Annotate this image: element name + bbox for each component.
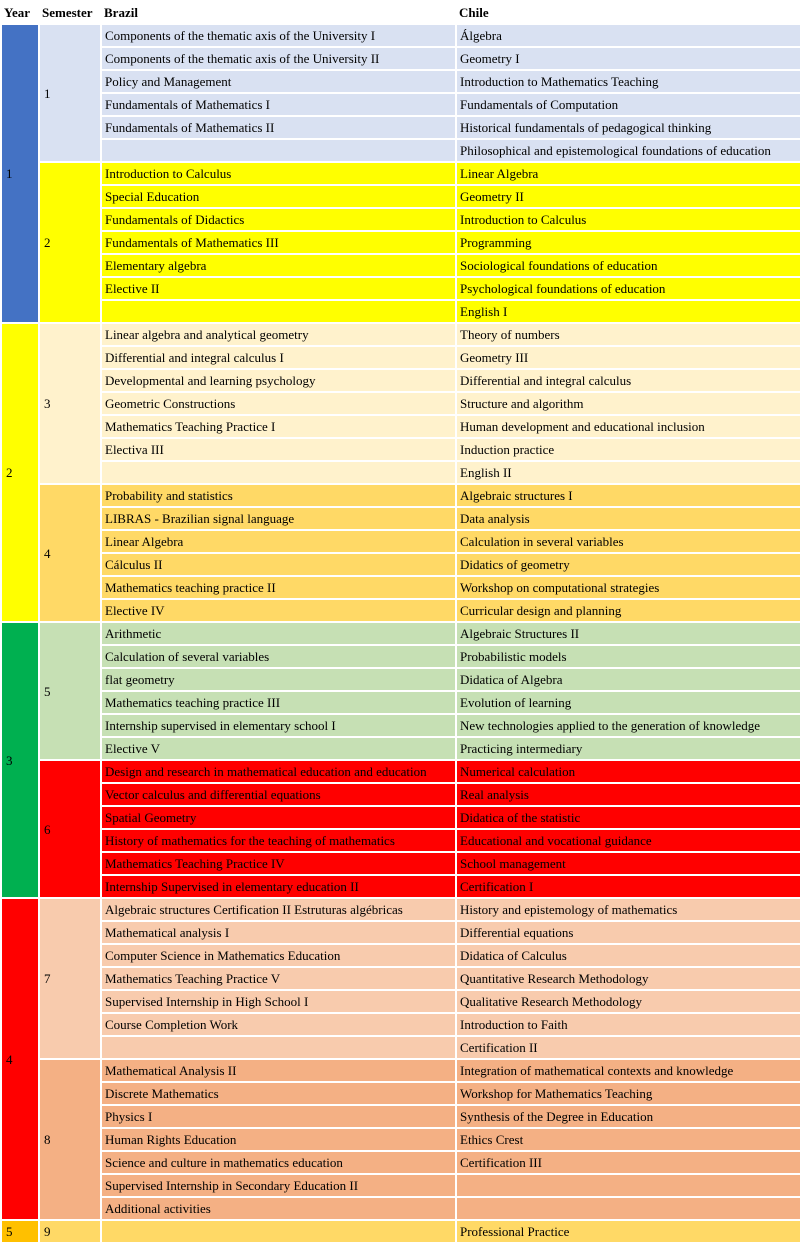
chile-course-cell: Integration of mathematical contexts and knowledge bbox=[456, 1059, 800, 1082]
chile-course-cell: Didatica of Calculus bbox=[456, 944, 800, 967]
table-row bbox=[1, 1059, 800, 1082]
brazil-course-cell: Elective V bbox=[101, 737, 456, 760]
chile-course-cell: English II bbox=[456, 461, 800, 484]
semester-cell: 3 bbox=[39, 323, 101, 484]
brazil-course-cell: Fundamentals of Mathematics I bbox=[101, 93, 456, 116]
chile-course-cell: Sociological foundations of education bbox=[456, 254, 800, 277]
table-row bbox=[1, 599, 800, 622]
brazil-course-cell bbox=[101, 461, 456, 484]
table-row bbox=[1, 990, 800, 1013]
chile-course-cell: Psychological foundations of education bbox=[456, 277, 800, 300]
year-header: Year bbox=[1, 1, 39, 24]
table-row bbox=[1, 116, 800, 139]
chile-course-cell: Introduction to Faith bbox=[456, 1013, 800, 1036]
chile-course-cell: Workshop for Mathematics Teaching bbox=[456, 1082, 800, 1105]
brazil-course-cell: Mathematics teaching practice III bbox=[101, 691, 456, 714]
chile-course-cell: Qualitative Research Methodology bbox=[456, 990, 800, 1013]
table-row bbox=[1, 1220, 800, 1243]
semester-cell: 6 bbox=[39, 760, 101, 898]
table-row bbox=[1, 461, 800, 484]
semester-cell: 4 bbox=[39, 484, 101, 622]
table-row bbox=[1, 93, 800, 116]
table-row bbox=[1, 139, 800, 162]
table-row bbox=[1, 829, 800, 852]
brazil-course-cell: Mathematics Teaching Practice I bbox=[101, 415, 456, 438]
brazil-course-cell: Cálculus II bbox=[101, 553, 456, 576]
brazil-course-cell: Fundamentals of Didactics bbox=[101, 208, 456, 231]
table-row bbox=[1, 1128, 800, 1151]
brazil-course-cell bbox=[101, 1036, 456, 1059]
brazil-course-cell: Science and culture in mathematics education bbox=[101, 1151, 456, 1174]
brazil-course-cell: Elective IV bbox=[101, 599, 456, 622]
brazil-course-cell: Algebraic structures Certification II Estruturas algébricas bbox=[101, 898, 456, 921]
chile-course-cell: Programming bbox=[456, 231, 800, 254]
table-row bbox=[1, 553, 800, 576]
table-row bbox=[1, 1036, 800, 1059]
table-row bbox=[1, 208, 800, 231]
chile-course-cell: Philosophical and epistemological foundations of education bbox=[456, 139, 800, 162]
brazil-course-cell: Fundamentals of Mathematics III bbox=[101, 231, 456, 254]
brazil-course-cell bbox=[101, 300, 456, 323]
brazil-course-cell: LIBRAS - Brazilian signal language bbox=[101, 507, 456, 530]
table-row bbox=[1, 1013, 800, 1036]
brazil-course-cell: Geometric Constructions bbox=[101, 392, 456, 415]
brazil-course-cell: Developmental and learning psychology bbox=[101, 369, 456, 392]
table-row bbox=[1, 622, 800, 645]
chile-course-cell: Linear Algebra bbox=[456, 162, 800, 185]
header-row bbox=[1, 1, 800, 24]
chile-course-cell: Geometry II bbox=[456, 185, 800, 208]
brazil-course-cell: Calculation of several variables bbox=[101, 645, 456, 668]
brazil-course-cell: Fundamentals of Mathematics II bbox=[101, 116, 456, 139]
table-row bbox=[1, 415, 800, 438]
chile-course-cell bbox=[456, 1174, 800, 1197]
year-cell: 4 bbox=[1, 898, 39, 1220]
chile-course-cell: Differential equations bbox=[456, 921, 800, 944]
brazil-course-cell: Internship supervised in elementary school I bbox=[101, 714, 456, 737]
chile-course-cell: Evolution of learning bbox=[456, 691, 800, 714]
brazil-course-cell: Supervised Internship in Secondary Education II bbox=[101, 1174, 456, 1197]
table-row bbox=[1, 346, 800, 369]
table-row bbox=[1, 875, 800, 898]
semester-cell: 2 bbox=[39, 162, 101, 323]
brazil-course-cell: Introduction to Calculus bbox=[101, 162, 456, 185]
semester-cell: 9 bbox=[39, 1220, 101, 1243]
chile-course-cell: Curricular design and planning bbox=[456, 599, 800, 622]
chile-course-cell: Practicing intermediary bbox=[456, 737, 800, 760]
chile-course-cell: Workshop on computational strategies bbox=[456, 576, 800, 599]
table-row bbox=[1, 231, 800, 254]
brazil-course-cell: Course Completion Work bbox=[101, 1013, 456, 1036]
table-row bbox=[1, 944, 800, 967]
chile-course-cell: Álgebra bbox=[456, 24, 800, 47]
table-row bbox=[1, 185, 800, 208]
table-row bbox=[1, 484, 800, 507]
table-row bbox=[1, 1082, 800, 1105]
brazil-course-cell: Policy and Management bbox=[101, 70, 456, 93]
table-row bbox=[1, 254, 800, 277]
semester-cell: 1 bbox=[39, 24, 101, 162]
chile-course-cell: Quantitative Research Methodology bbox=[456, 967, 800, 990]
brazil-course-cell: Differential and integral calculus I bbox=[101, 346, 456, 369]
chile-course-cell: Historical fundamentals of pedagogical thinking bbox=[456, 116, 800, 139]
table-row bbox=[1, 162, 800, 185]
table-row bbox=[1, 507, 800, 530]
table-row bbox=[1, 783, 800, 806]
table-row bbox=[1, 898, 800, 921]
chile-course-cell: Algebraic Structures II bbox=[456, 622, 800, 645]
table-row bbox=[1, 70, 800, 93]
chile-course-cell: Didatica of the statistic bbox=[456, 806, 800, 829]
brazil-course-cell bbox=[101, 139, 456, 162]
brazil-course-cell: Mathematical analysis I bbox=[101, 921, 456, 944]
brazil-course-cell: History of mathematics for the teaching of mathematics bbox=[101, 829, 456, 852]
table-row bbox=[1, 668, 800, 691]
brazil-course-cell: Physics I bbox=[101, 1105, 456, 1128]
brazil-course-cell: Vector calculus and differential equations bbox=[101, 783, 456, 806]
chile-course-cell: Probabilistic models bbox=[456, 645, 800, 668]
chile-course-cell: Numerical calculation bbox=[456, 760, 800, 783]
chile-course-cell: Certification I bbox=[456, 875, 800, 898]
semester-header: Semester bbox=[39, 1, 101, 24]
chile-course-cell: Fundamentals of Computation bbox=[456, 93, 800, 116]
chile-course-cell: Certification II bbox=[456, 1036, 800, 1059]
table-row bbox=[1, 530, 800, 553]
table-row bbox=[1, 300, 800, 323]
brazil-header: Brazil bbox=[101, 1, 456, 24]
table-row bbox=[1, 852, 800, 875]
chile-course-cell: Real analysis bbox=[456, 783, 800, 806]
chile-course-cell: Educational and vocational guidance bbox=[456, 829, 800, 852]
chile-course-cell: Certification III bbox=[456, 1151, 800, 1174]
curriculum-body bbox=[1, 24, 800, 1243]
chile-course-cell: Introduction to Calculus bbox=[456, 208, 800, 231]
table-row bbox=[1, 24, 800, 47]
table-row bbox=[1, 1197, 800, 1220]
brazil-course-cell: Probability and statistics bbox=[101, 484, 456, 507]
table-row bbox=[1, 691, 800, 714]
table-row bbox=[1, 392, 800, 415]
brazil-course-cell: Supervised Internship in High School I bbox=[101, 990, 456, 1013]
brazil-course-cell: Human Rights Education bbox=[101, 1128, 456, 1151]
chile-course-cell: Introduction to Mathematics Teaching bbox=[456, 70, 800, 93]
brazil-course-cell: Additional activities bbox=[101, 1197, 456, 1220]
year-cell: 3 bbox=[1, 622, 39, 898]
brazil-course-cell: Linear Algebra bbox=[101, 530, 456, 553]
table-row bbox=[1, 760, 800, 783]
chile-course-cell: Geometry I bbox=[456, 47, 800, 70]
brazil-course-cell: Special Education bbox=[101, 185, 456, 208]
year-cell: 5 bbox=[1, 1220, 39, 1243]
table-row bbox=[1, 737, 800, 760]
chile-course-cell: Algebraic structures I bbox=[456, 484, 800, 507]
brazil-course-cell: Mathematics Teaching Practice IV bbox=[101, 852, 456, 875]
brazil-course-cell: Components of the thematic axis of the University II bbox=[101, 47, 456, 70]
table-row bbox=[1, 921, 800, 944]
brazil-course-cell: Internship Supervised in elementary education II bbox=[101, 875, 456, 898]
chile-course-cell: Data analysis bbox=[456, 507, 800, 530]
table-row bbox=[1, 1174, 800, 1197]
brazil-course-cell: Elective II bbox=[101, 277, 456, 300]
brazil-course-cell bbox=[101, 1220, 456, 1243]
brazil-course-cell: Mathematical Analysis II bbox=[101, 1059, 456, 1082]
table-row bbox=[1, 967, 800, 990]
brazil-course-cell: Components of the thematic axis of the University I bbox=[101, 24, 456, 47]
chile-header: Chile bbox=[456, 1, 800, 24]
table-row bbox=[1, 323, 800, 346]
chile-course-cell: Differential and integral calculus bbox=[456, 369, 800, 392]
chile-course-cell: Structure and algorithm bbox=[456, 392, 800, 415]
brazil-course-cell: Linear algebra and analytical geometry bbox=[101, 323, 456, 346]
table-row bbox=[1, 438, 800, 461]
chile-course-cell: Synthesis of the Degree in Education bbox=[456, 1105, 800, 1128]
chile-course-cell: Geometry III bbox=[456, 346, 800, 369]
chile-course-cell: Didatica of Algebra bbox=[456, 668, 800, 691]
chile-course-cell: Theory of numbers bbox=[456, 323, 800, 346]
chile-course-cell: Induction practice bbox=[456, 438, 800, 461]
semester-cell: 8 bbox=[39, 1059, 101, 1220]
brazil-course-cell: Design and research in mathematical education and education bbox=[101, 760, 456, 783]
brazil-course-cell: Elementary algebra bbox=[101, 254, 456, 277]
table-row bbox=[1, 714, 800, 737]
chile-course-cell: Human development and educational inclusion bbox=[456, 415, 800, 438]
chile-course-cell bbox=[456, 1197, 800, 1220]
table-row bbox=[1, 645, 800, 668]
chile-course-cell: Didatics of geometry bbox=[456, 553, 800, 576]
chile-course-cell: School management bbox=[456, 852, 800, 875]
brazil-course-cell: Discrete Mathematics bbox=[101, 1082, 456, 1105]
semester-cell: 7 bbox=[39, 898, 101, 1059]
table-row bbox=[1, 47, 800, 70]
brazil-course-cell: Electiva III bbox=[101, 438, 456, 461]
brazil-course-cell: Spatial Geometry bbox=[101, 806, 456, 829]
year-cell: 2 bbox=[1, 323, 39, 622]
brazil-course-cell: Mathematics teaching practice II bbox=[101, 576, 456, 599]
brazil-course-cell: Mathematics Teaching Practice V bbox=[101, 967, 456, 990]
brazil-course-cell: Computer Science in Mathematics Education bbox=[101, 944, 456, 967]
chile-course-cell: English I bbox=[456, 300, 800, 323]
brazil-course-cell: Arithmetic bbox=[101, 622, 456, 645]
table-row bbox=[1, 277, 800, 300]
table-row bbox=[1, 1105, 800, 1128]
brazil-course-cell: flat geometry bbox=[101, 668, 456, 691]
chile-course-cell: Professional Practice bbox=[456, 1220, 800, 1243]
year-cell: 1 bbox=[1, 24, 39, 323]
chile-course-cell: New technologies applied to the generation of knowledge bbox=[456, 714, 800, 737]
table-row bbox=[1, 1151, 800, 1174]
semester-cell: 5 bbox=[39, 622, 101, 760]
table-row bbox=[1, 806, 800, 829]
table-row bbox=[1, 576, 800, 599]
chile-course-cell: History and epistemology of mathematics bbox=[456, 898, 800, 921]
chile-course-cell: Calculation in several variables bbox=[456, 530, 800, 553]
chile-course-cell: Ethics Crest bbox=[456, 1128, 800, 1151]
table-row bbox=[1, 369, 800, 392]
